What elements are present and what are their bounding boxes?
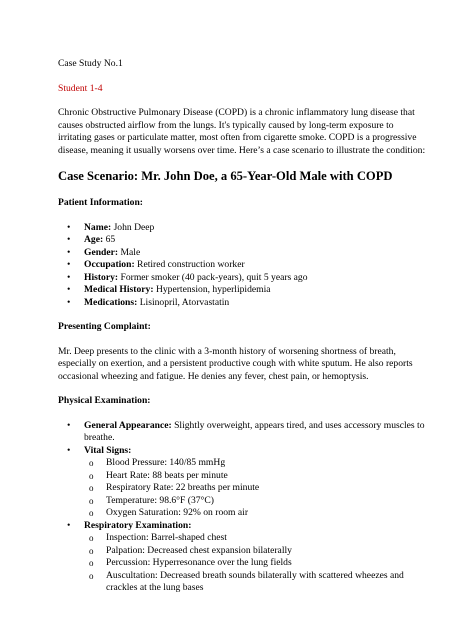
list-item bbox=[58, 445, 428, 520]
list-item bbox=[58, 272, 428, 285]
patient-info-list bbox=[58, 222, 428, 310]
physical-exam-list bbox=[58, 420, 428, 595]
list-item bbox=[58, 520, 428, 595]
intro-paragraph: Chronic Obstructive Pulmonary Disease (COPD) is a chronic inflammatory lung disease that causes obstructed airflow from the lungs. It's typically caused by long-term exposure to irritating gases or particulate matter, most often from cigarette smoke. COPD is a progressive disease, meaning it usually worsens over time. Here’s a case scenario to illustrate the condition: bbox=[58, 107, 426, 156]
item-label: History: bbox=[84, 271, 119, 283]
presenting-complaint-heading: Presenting Complaint: bbox=[58, 321, 151, 332]
list-item bbox=[58, 284, 428, 297]
list-item bbox=[58, 234, 428, 247]
presenting-complaint-text: Mr. Deep presents to the clinic with a 3-month history of worsening shortness of breath, especially on exertion, and a persistent productive cough with white sputum. He also reports occasional wheezing and fatigue. He denies any fever, chest pain, or hemoptysis. bbox=[58, 345, 413, 382]
item-label: Occupation: bbox=[84, 259, 135, 270]
sub-list-item: o Temperature: 98.6°F (37°C) bbox=[84, 495, 428, 508]
item-label: Gender: bbox=[84, 246, 119, 258]
scenario-title: Case Scenario: Mr. John Doe, a 65-Year-Old Male with COPD bbox=[58, 169, 393, 183]
sub-list-item: o Percussion: Hyperresonance over the lung fields bbox=[84, 557, 428, 570]
item-label: Name: bbox=[84, 221, 112, 233]
item-value: Former smoker (40 pack-years), quit 5 years ago bbox=[118, 271, 308, 283]
item-label: General Appearance: bbox=[84, 419, 172, 431]
item-value: Male bbox=[118, 246, 141, 258]
sub-list-item: o Oxygen Saturation: 92% on room air bbox=[84, 507, 428, 520]
list-item bbox=[58, 247, 428, 260]
list-item bbox=[58, 297, 428, 310]
patient-info-heading: Patient Information: bbox=[58, 197, 143, 208]
item-label: Age: bbox=[84, 234, 104, 245]
respiratory-exam-list bbox=[84, 532, 428, 595]
document-body bbox=[58, 58, 428, 595]
sub-list-item: o Auscultation: Decreased breath sounds bilaterally with scattered wheezes and crackles at the lung bases bbox=[84, 570, 428, 595]
sub-list-item: o Respiratory Rate: 22 breaths per minute bbox=[84, 482, 428, 495]
list-item bbox=[58, 259, 428, 272]
list-item bbox=[58, 222, 428, 235]
sub-list-item: o Heart Rate: 88 beats per minute bbox=[84, 470, 428, 483]
item-value: 65 bbox=[103, 234, 116, 245]
sub-list-item: o Palpation: Decreased chest expansion bilaterally bbox=[84, 545, 428, 558]
sub-list-item: o Blood Pressure: 140/85 mmHg bbox=[84, 457, 428, 470]
list-item bbox=[58, 420, 428, 445]
sub-list-item: o Inspection: Barrel-shaped chest bbox=[84, 532, 428, 545]
item-value: Slightly overweight, appears tired, and uses accessory muscles to breathe. bbox=[84, 419, 425, 443]
physical-exam-heading: Physical Examination: bbox=[58, 395, 151, 406]
item-value: Hypertension, hyperlipidemia bbox=[153, 284, 271, 295]
student-group: Student 1-4 bbox=[58, 82, 103, 94]
vital-signs-list bbox=[84, 457, 428, 520]
case-number: Case Study No.1 bbox=[58, 58, 123, 69]
item-label: Medications: bbox=[84, 296, 138, 308]
item-label: Medical History: bbox=[84, 284, 154, 295]
item-label: Respiratory Examination: bbox=[84, 519, 192, 531]
item-value: Lisinopril, Atorvastatin bbox=[137, 296, 230, 308]
item-value: Retired construction worker bbox=[134, 259, 245, 270]
item-value: John Deep bbox=[111, 221, 155, 233]
item-label: Vital Signs: bbox=[84, 444, 132, 456]
